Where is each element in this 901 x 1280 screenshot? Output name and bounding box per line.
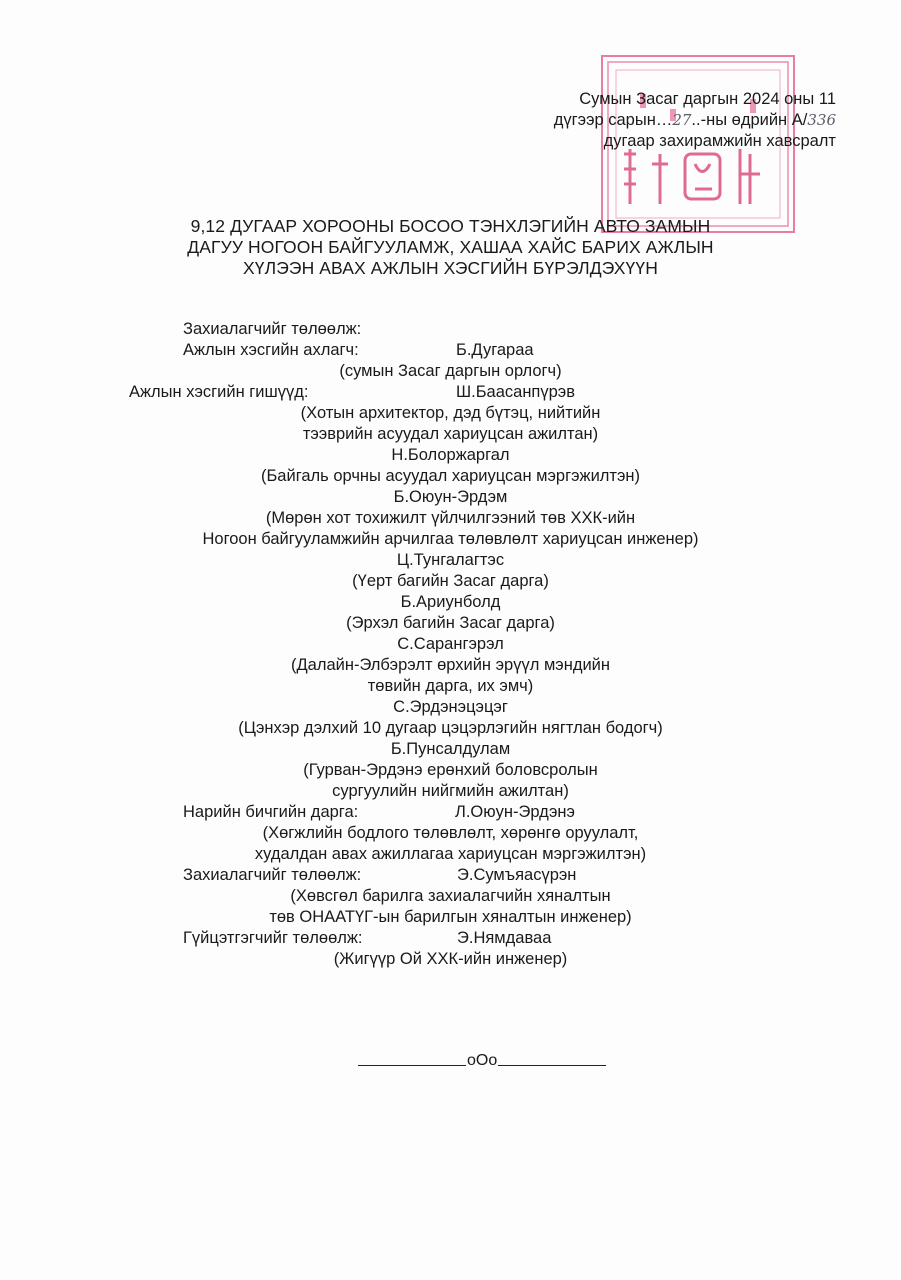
- client-name: Э.Сумъяасүрэн: [457, 866, 577, 884]
- client-rep-label: Захиалагчийг төлөөлж:: [183, 320, 362, 338]
- header-line-2-mid: -ны өдрийн А/: [700, 111, 808, 129]
- secretary-name: Л.Оюун-Эрдэнэ: [455, 803, 575, 821]
- footer-dash-right: [498, 1065, 606, 1066]
- member-3-role-1: (Мөрөн хот тохижилт үйлчилгээний төв ХХК-ийн: [265, 509, 636, 527]
- title-line-2: ДАГУУ НОГООН БАЙГУУЛАМЖ, ХАШАА ХАЙС БАРИХ АЖЛЫН: [187, 237, 714, 257]
- member-5-name: Б.Ариунболд: [400, 593, 501, 611]
- header-line-2: дүгээр сарын…27..-ны өдрийн А/336: [553, 111, 836, 129]
- member-2-role: (Байгаль орчны асуудал хариуцсан мэргэжилтэн): [260, 467, 640, 485]
- member-8-name: Б.Пунсалдулам: [390, 740, 511, 758]
- secretary-role-2: худалдан авах ажиллагаа хариуцсан мэргэжилтэн): [254, 845, 647, 863]
- member-1-role-2: тээврийн асуудал хариуцсан ажилтан): [302, 425, 599, 443]
- head-name: Б.Дугараа: [456, 341, 534, 359]
- member-3-name: Б.Оюун-Эрдэм: [393, 488, 508, 506]
- member-1-role-1: (Хотын архитектор, дэд бүтэц, нийтийн: [300, 404, 601, 422]
- secretary-role-1: (Хөгжлийн бодлого төлөвлөлт, хөрөнгө оруулалт,: [262, 824, 639, 842]
- footer-mark: оОо: [467, 1052, 498, 1069]
- header-line-3: дугаар захирамжийн хавсралт: [603, 132, 836, 150]
- head-label: Ажлын хэсгийн ахлагч:: [183, 341, 359, 359]
- member-1-name: Ш.Баасанпүрэв: [456, 383, 575, 401]
- member-7-name: С.Эрдэнэцэцэг: [393, 698, 508, 716]
- member-2-name: Н.Болоржаргал: [391, 446, 510, 464]
- title-line-3: ХҮЛЭЭН АВАХ АЖЛЫН ХЭСГИЙН БҮРЭЛДЭХҮҮН: [243, 258, 658, 278]
- member-5-role: (Эрхэл багийн Засаг дарга): [346, 614, 555, 632]
- footer-separator: [357, 1052, 607, 1070]
- header-line-1: Сумын Засаг даргын 2024 оны 11: [579, 90, 836, 108]
- contractor-label: Гүйцэтгэгчийг төлөөлж:: [183, 929, 363, 947]
- member-6-role-2: төвийн дарга, их эмч): [367, 677, 534, 695]
- member-7-role: (Цэнхэр дэлхий 10 дугаар цэцэрлэгийн нягтлан бодогч): [238, 719, 663, 737]
- header-line-2-prefix: дүгээр сарын: [553, 111, 656, 129]
- handwritten-order-number: 336: [807, 111, 836, 129]
- footer-dash-left: [358, 1065, 466, 1066]
- member-6-name: С.Сарангэрэл: [397, 635, 504, 653]
- client-role-1: (Хөвсгөл барилга захиалагчийн хяналтын: [290, 887, 611, 905]
- client-role-2: төв ОНААТҮГ-ын барилгын хяналтын инженер): [269, 908, 632, 926]
- member-8-role-2: сургуулийн нийгмийн ажилтан): [332, 782, 569, 800]
- contractor-name: Э.Нямдаваа: [457, 929, 552, 947]
- contractor-role: (Жигүүр Ой ХХК-ийн инженер): [333, 950, 568, 968]
- member-6-role-1: (Далайн-Элбэрэлт өрхийн эрүүл мэндийн: [290, 656, 610, 674]
- member-4-name: Ц.Тунгалагтэс: [396, 551, 505, 569]
- title-line-1: 9,12 ДУГААР ХОРООНЫ БОСОО ТЭНХЛЭГИЙН АВТО ЗАМЫН: [190, 216, 711, 236]
- member-4-role: (Үерт багийн Засаг дарга): [352, 572, 549, 590]
- members-label: Ажлын хэсгийн гишүүд:: [129, 383, 309, 401]
- member-3-role-2: Ногоон байгууламжийн арчилгаа төлөвлөлт хариуцсан инженер): [202, 530, 699, 548]
- member-8-role-1: (Гурван-Эрдэнэ ерөнхий боловсролын: [303, 761, 598, 779]
- head-role: (сумын Засаг даргын орлогч): [339, 362, 562, 380]
- handwritten-day: 27: [672, 111, 692, 129]
- secretary-label: Нарийн бичгийн дарга:: [183, 803, 359, 821]
- client-label: Захиалагчийг төлөөлж:: [183, 866, 362, 884]
